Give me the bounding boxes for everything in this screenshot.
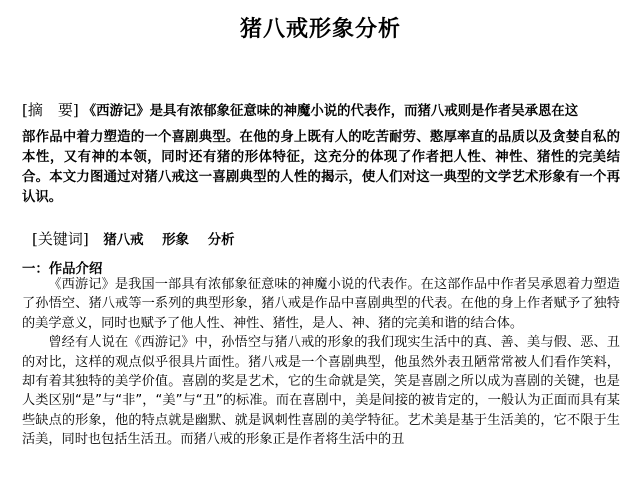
keyword-item: 分析: [207, 233, 235, 248]
document-title: 猪八戒形象分析: [239, 16, 401, 42]
keywords-label: [关键词]: [32, 230, 89, 248]
section-body: [22, 275, 620, 450]
abstract-text: 部作品中着力塑造的一个喜剧典型。在他的身上既有人的吃苦耐劳、憨厚率直的品质以及贪婪自私的本性，又有神的本领，同时还有猪的形体特征，这充分的体现了作者把人性、神性、猪性的完美结合。本文力图通过对猪八戒这一喜剧典型的人性的揭示，使人们对这一典型的文学艺术形象有一个再认识。: [22, 130, 620, 205]
section-heading: 一：作品介绍: [22, 262, 103, 277]
keywords-line: [32, 228, 248, 249]
abstract-label: [摘 要]: [22, 101, 79, 119]
body-paragraph: 《西游记》是我国一部具有浓郁象征意味的神魔小说的代表作。在这部作品中作者吴承恩着力塑造了孙悟空、猪八戒等一系列的典型形象，猪八戒是作品中喜剧典型的代表。在他的身上作者赋予了独特的美学意义，同时也赋予了他人性、神性、猪性，是人、神、猪的完美和谐的结合体。: [22, 277, 620, 331]
abstract-first-line: 《西游记》是具有浓郁象征意味的神魔小说的代表作，而猪八戒则是作者吴承恩在这: [82, 104, 579, 119]
keyword-item: 猪八戒: [103, 233, 144, 248]
abstract-section: [22, 100, 620, 208]
keyword-item: 形象: [162, 233, 190, 248]
body-paragraph: 曾经有人说在《西游记》中，孙悟空与猪八戒的形象的我们现实生活中的真、善、美与假、恶、丑的对比，这样的观点似乎很具片面性。猪八戒是一个喜剧典型，他虽然外表丑陋常常被人们看作笑料，却有着其独特的美学价值。喜剧的奖是艺术，它的生命就是笑，笑是喜剧之所以成为喜剧的关键，也是人类区别“是”与“非”，“美”与“丑”的标准。而在喜剧中，美是间接的被肯定的，一般认为正面而具有某些缺点的形象，他的特点就是幽默、就是讽刺性喜剧的美学特征。艺术美是基于生活美的，它不限于生活美，同时也包括生活丑。而猪八戒的形象正是作者将生活中的丑: [22, 335, 620, 448]
